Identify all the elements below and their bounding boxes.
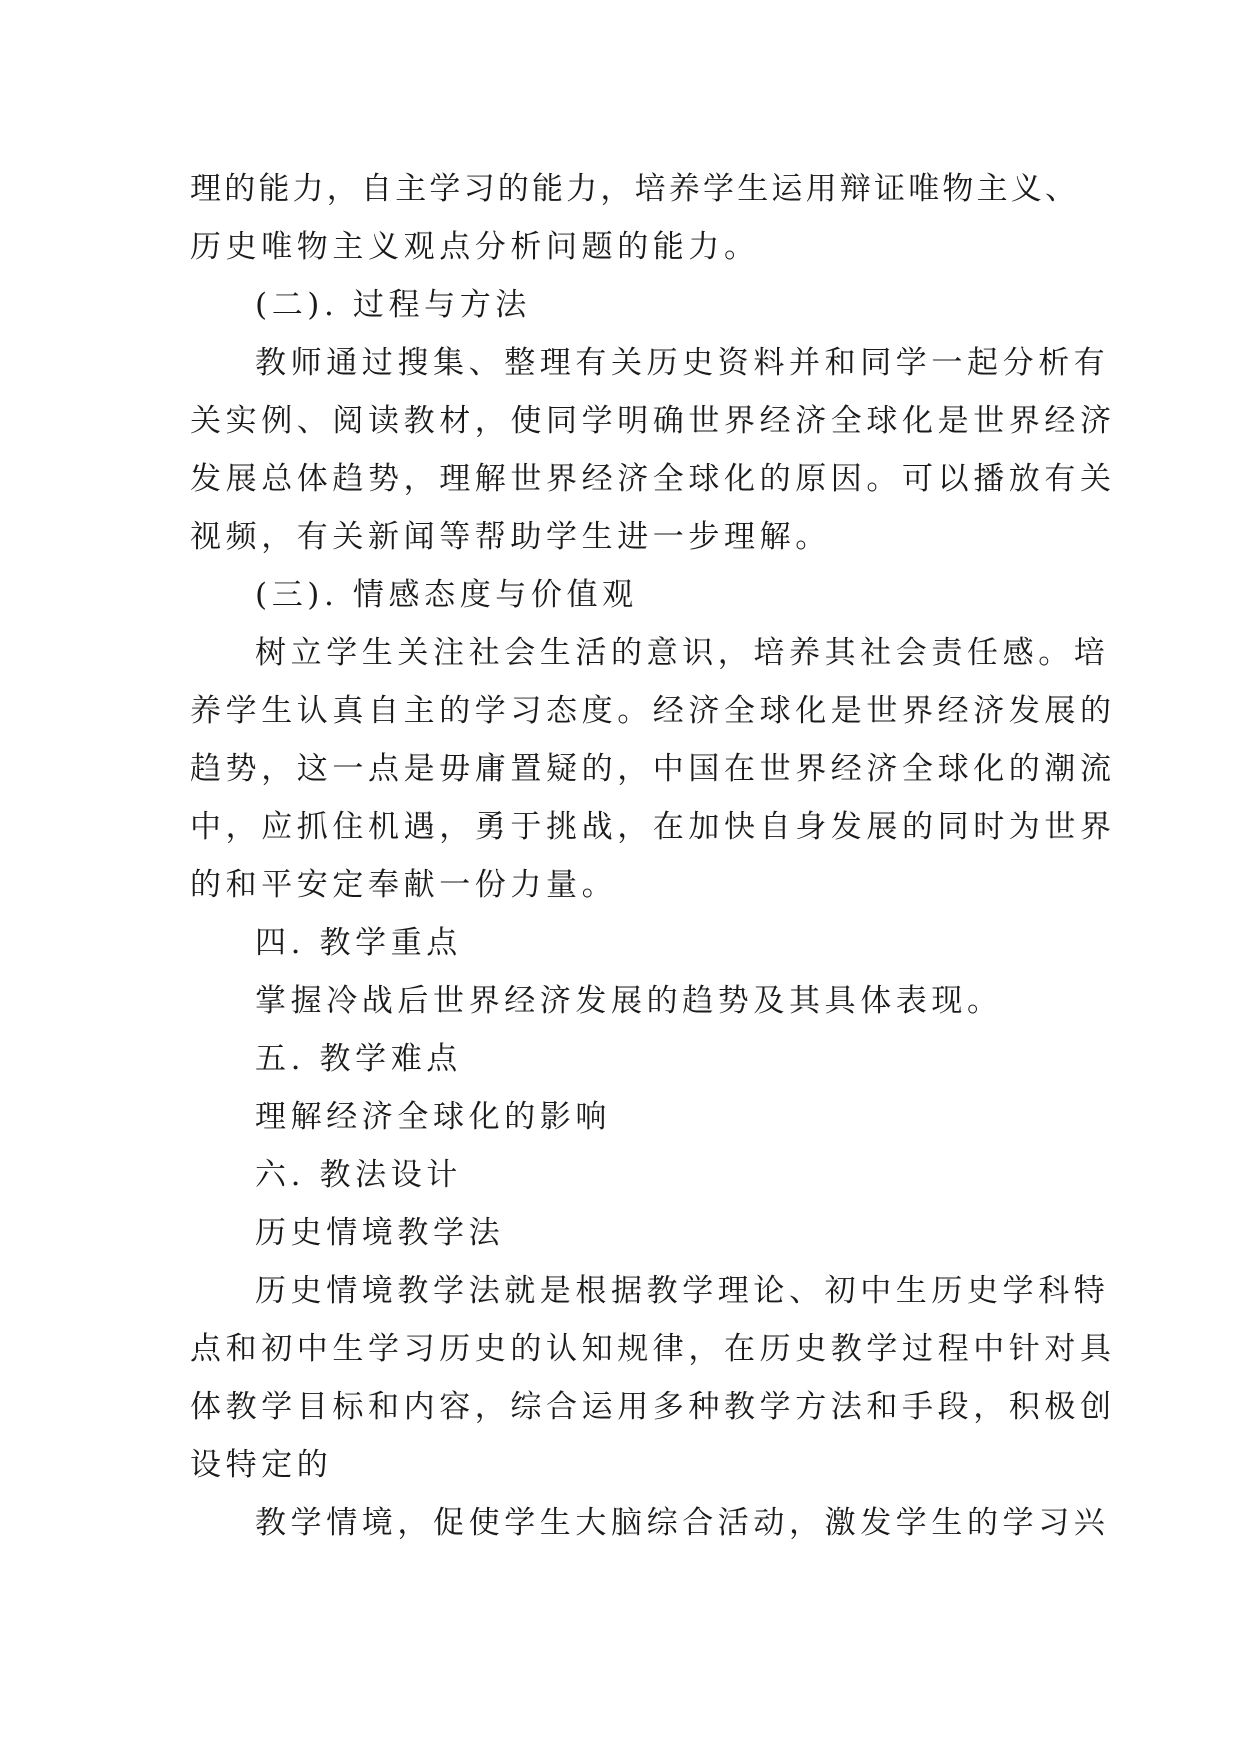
paragraph-line: 趋势，这一点是毋庸置疑的，中国在世界经济全球化的潮流: [190, 751, 1116, 787]
paragraph-line: 历史情境教学法就是根据教学理论、初中生历史学科特: [255, 1273, 1110, 1309]
section-heading: 六. 教法设计: [255, 1157, 462, 1193]
paragraph-line: 掌握冷战后世界经济发展的趋势及其具体表现。: [255, 983, 1003, 1019]
paragraph-line: 体教学目标和内容，综合运用多种教学方法和手段，积极创: [190, 1389, 1116, 1425]
paragraph-line: 教学情境，促使学生大脑综合活动，激发学生的学习兴: [255, 1505, 1110, 1541]
paragraph-line: 教师通过搜集、整理有关历史资料并和同学一起分析有: [255, 345, 1110, 381]
paragraph-line: 中，应抓住机遇，勇于挑战，在加快自身发展的同时为世界: [190, 809, 1116, 845]
paragraph-line: 理解经济全球化的影响: [255, 1099, 611, 1135]
paragraph-line: 理的能力，自主学习的能力，培养学生运用辩证唯物主义、: [190, 171, 1080, 207]
paragraph-line: 关实例、阅读教材，使同学明确世界经济全球化是世界经济: [190, 403, 1116, 439]
subsection-heading: 历史情境教学法: [255, 1215, 505, 1251]
paragraph-line: 点和初中生学习历史的认知规律，在历史教学过程中针对具: [190, 1331, 1116, 1367]
paragraph-line: 发展总体趋势，理解世界经济全球化的原因。可以播放有关: [190, 461, 1116, 497]
section-heading: (二). 过程与方法: [255, 287, 531, 323]
section-heading: (三). 情感态度与价值观: [255, 577, 638, 613]
paragraph-line: 的和平安定奉献一份力量。: [190, 867, 618, 903]
section-heading: 五. 教学难点: [255, 1041, 462, 1077]
section-heading: 四. 教学重点: [255, 925, 462, 961]
paragraph-line: 历史唯物主义观点分析问题的能力。: [190, 229, 760, 265]
paragraph-line: 设特定的: [190, 1447, 333, 1483]
document-body: [190, 160, 1116, 1552]
paragraph-line: 养学生认真自主的学习态度。经济全球化是世界经济发展的: [190, 693, 1116, 729]
paragraph-line: 视频，有关新闻等帮助学生进一步理解。: [190, 519, 831, 555]
paragraph-line: 树立学生关注社会生活的意识，培养其社会责任感。培: [255, 635, 1110, 671]
